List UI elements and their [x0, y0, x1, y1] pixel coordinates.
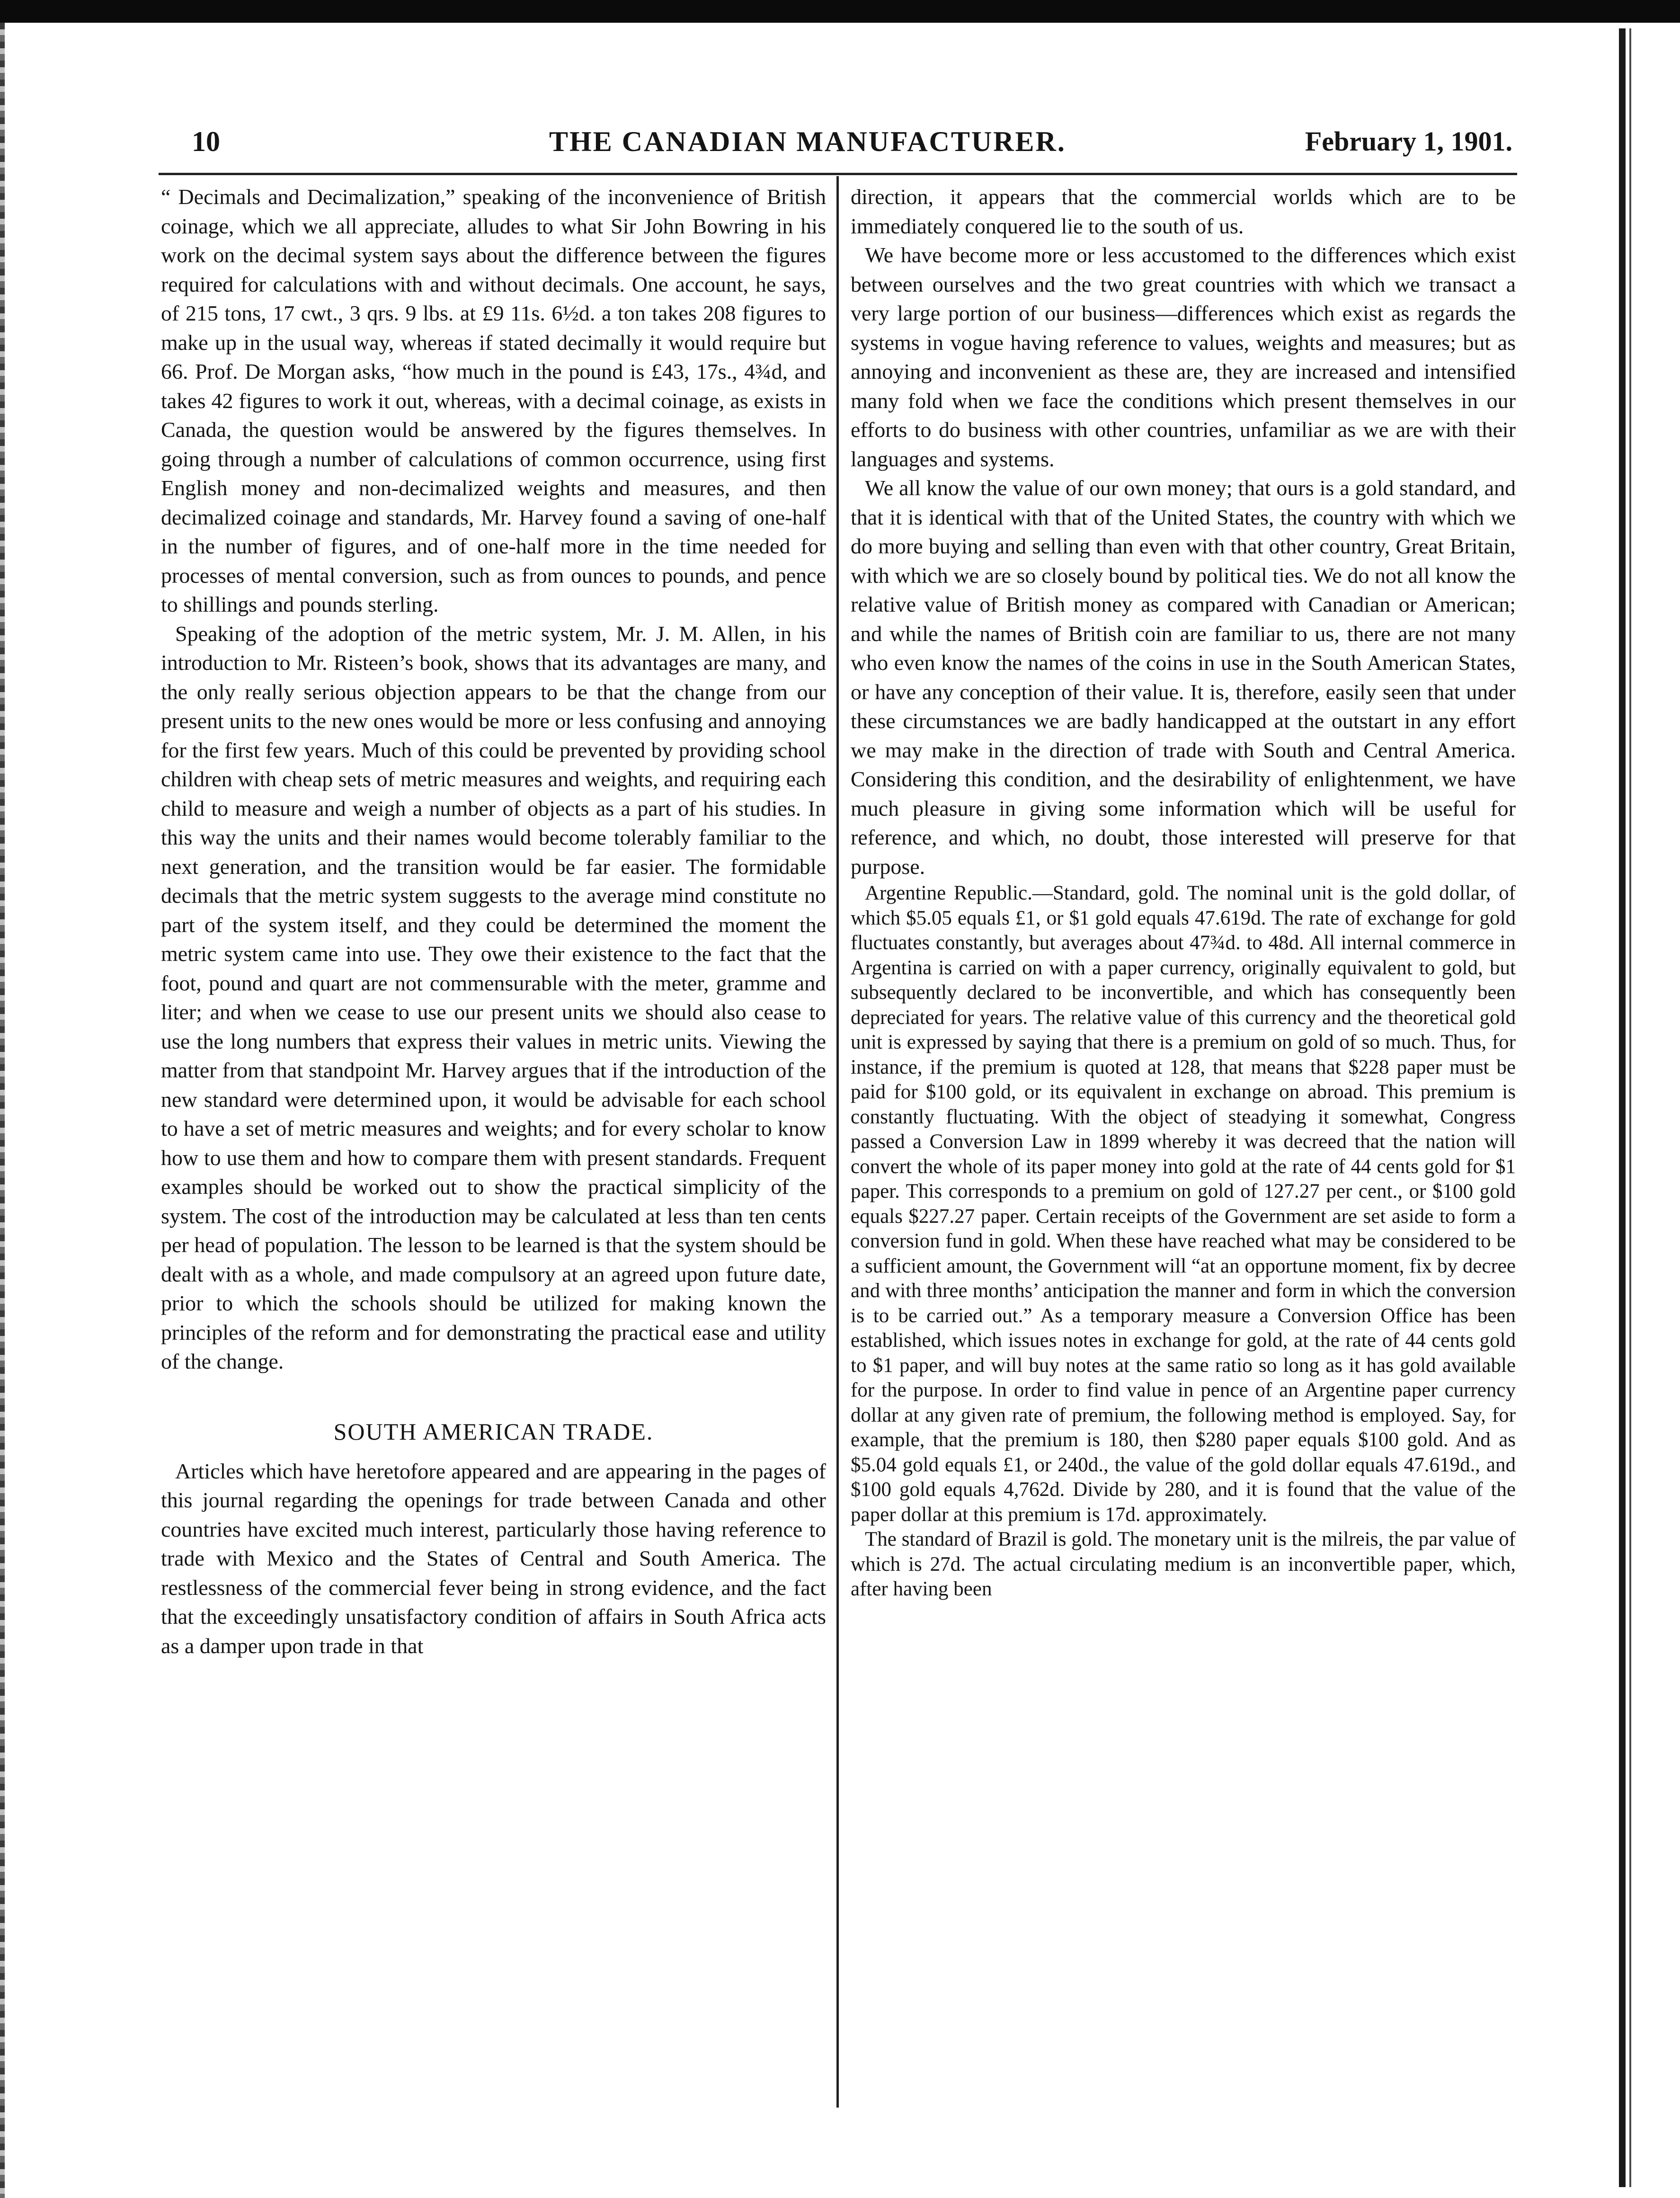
scan-right-edge: [1619, 28, 1626, 2187]
right-column: [851, 182, 1516, 1602]
left-column: [161, 182, 826, 1660]
scan-top-border: [0, 0, 1680, 23]
right-column-body: [851, 182, 1516, 881]
header-rule: [159, 173, 1517, 175]
paragraph: direction, it appears that the commercial worlds which are to be immediately conquered lie to the south of us.: [851, 185, 1516, 238]
paragraph: “ Decimals and Decimalization,” speaking of the inconvenience of British coinage, which we all appreciate, alludes to what Sir John Bowring in his work on the decimal system says about the difference between the figures required for calculations with and without decimals. One account, he says, of 215 tons, 17 cwt., 3 qrs. 9 lbs. at £9 11s. 6½d. a ton takes 208 figures to make up in the usual way, whereas if stated decimally it would require but 66. Prof. De Morgan asks, “how much in the pound is £43, 17s., 4¾d, and takes 42 figures to work it out, whereas, with a decimal coinage, as exists in Canada, the question would be answered by the figures themselves. In going through a number of calculations of common occurrence, using first English money and non-decimalized weights and measures, and then decimalized coinage and standards, Mr. Harvey found a saving of one-half in the number of figures, and of one-half more in the time needed for processes of mental conversion, such as from ounces to pounds, and pence to shillings and pounds sterling.: [161, 185, 826, 616]
journal-title: THE CANADIAN MANUFACTURER.: [549, 126, 1066, 157]
paragraph: The standard of Brazil is gold. The monetary unit is the milreis, the par value of which is 27d. The actual circulating medium is an inconvertible paper, which, after having been: [851, 1528, 1516, 1600]
column-divider: [836, 176, 839, 2108]
scan-right-edge-line: [1629, 28, 1631, 2187]
paragraph: We have become more or less accustomed to the differences which exist between ourselves and the two great countries with which we transact a very large portion of our business—differences which exist as regards the systems in vogue having reference to values, weights and measures; but as annoying and inconvenient as these are, they are increased and intensified many fold when we face the conditions which present themselves in our efforts to do business with other countries, unfamiliar as we are with their languages and systems.: [851, 243, 1516, 471]
page-header: [192, 125, 1512, 168]
issue-date: February 1, 1901.: [1305, 126, 1512, 157]
paragraph: Articles which have heretofore appeared and are appearing in the pages of this journal regarding the openings for trade between Canada and other countries have excited much interest, particularly those having reference to trade with Mexico and the States of Central and South America. The restlessness of the commercial fever being in strong evidence, and the fact that the exceedingly unsatisfactory condition of affairs in South Africa acts as a damper upon trade in that: [161, 1459, 826, 1658]
paragraph: Argentine Republic.—Standard, gold. The nominal unit is the gold dollar, of which $5.05 equals £1, or $1 gold equals 47.619d. The rate of exchange for gold fluctuates constantly, but averages about 47¾d. to 48d. All internal commerce in Argentina is carried on with a paper currency, originally equivalent to gold, but subsequently declared to be inconvertible, and which has consequently been depreciated for years. The relative value of this currency and the theoretical gold unit is expressed by saying that there is a premium on gold of so much. Thus, for instance, if the premium is quoted at 128, that means that $228 paper must be paid for $100 gold, or its equivalent in exchange on abroad. This premium is constantly fluctuating. With the object of steadying it somewhat, Congress passed a Conversion Law in 1899 whereby it was decreed that the nation will convert the whole of its paper money into gold at the rate of 44 cents gold for $1 paper. This corresponds to a premium on gold of 127.27 per cent., or $100 gold equals $227.27 paper. Certain receipts of the Government are set aside to form a conversion fund in gold. When these have reached what may be considered to be a sufficient amount, the Government will “at an opportune moment, fix by decree and with three months’ anticipation the manner and form in which the conversion is to be carried out.” As a temporary measure a Conversion Office has been established, which issues notes in exchange for gold, at the rate of 44 cents gold to $1 paper, and will buy notes at the same ratio so long as it has gold available for the purpose. In order to find value in pence of an Argentine paper currency dollar at any given rate of premium, the following method is employed. Say, for example, that the premium is 180, then $280 paper equals $100 gold. And as $5.04 gold equals £1, or 240d., the value of the gold dollar equals 47.619d., and $100 gold equals 4,762d. Divide by 280, and it is found that the value of the paper dollar at this premium is 17d. approximately.: [851, 882, 1516, 1526]
page-number: 10: [192, 126, 220, 157]
section-heading: SOUTH AMERICAN TRADE.: [333, 1418, 654, 1445]
paragraph: We all know the value of our own money; that ours is a gold standard, and that it is identical with that of the United States, the country with which we do more buying and selling than even with that other country, Great Britain, with which we are so closely bound by political ties. We do not all know the relative value of British money as compared with Canadian or American; and while the names of British coin are familiar to us, there are not many who even know the names of the coins in use in the South American States, or have any conception of their value. It is, therefore, easily seen that under these circumstances we are badly handicapped at the outstart in any effort we may make in the direction of trade with South and Central America. Considering this condition, and the desirability of enlightenment, we have much pleasure in giving some information which will be useful for reference, and which, no doubt, those interested will preserve for that purpose.: [851, 476, 1516, 879]
currency-notes: [851, 881, 1516, 1602]
scan-left-edge: [0, 23, 5, 2198]
paragraph: Speaking of the adoption of the metric system, Mr. J. M. Allen, in his introduction to Mr. Risteen’s book, shows that its advantages are many, and the only really serious objection appears to be that the change from our present units to the new ones would be more or less confusing and annoying for the first few years. Much of this could be prevented by providing school children with cheap sets of metric measures and weights, and requiring each child to measure and weigh a number of objects as a part of his studies. In this way the units and their names would become tolerably familiar to the next generation, and the transition would be far easier. The formidable decimals that the metric system suggests to the average mind constitute no part of the system itself, and they could be determined the moment the metric system came into use. They owe their existence to the fact that the foot, pound and quart are not commensurable with the meter, gramme and liter; and when we cease to use our present units we should also cease to use the long numbers that express their values in metric units. Viewing the matter from that standpoint Mr. Harvey argues that if the introduction of the new standard were determined upon, it would be advisable for each school to have a set of metric measures and weights; and for every scholar to know how to use them and how to compare them with present standards. Frequent examples should be worked out to show the practical simplicity of the system. The cost of the introduction may be calculated at less than ten cents per head of population. The lesson to be learned is that the system should be dealt with as a whole, and made compulsory at an agreed upon future date, prior to which the schools should be utilized for making known the principles of the reform and for demonstrating the practical ease and utility of the change.: [161, 621, 826, 1373]
